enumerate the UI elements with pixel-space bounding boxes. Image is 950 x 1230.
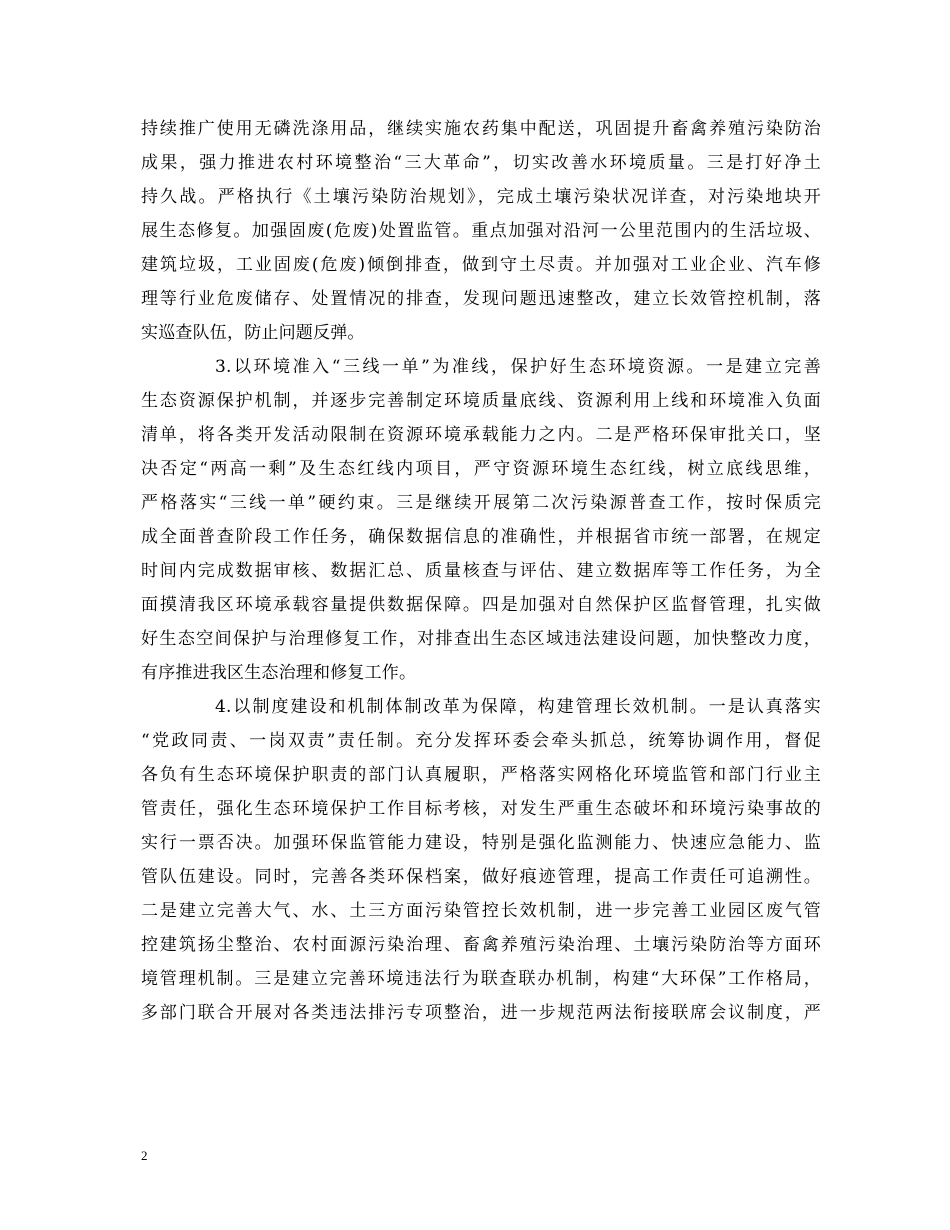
text-line: 境管理机制。三是建立完善环境违法行为联查联办机制，构建“大环保”工作格局， xyxy=(141,969,821,989)
text-line: 实巡查队伍，防止问题反弹。 xyxy=(141,323,365,343)
text-line: 面摸清我区环境承载容量提供数据保障。四是加强对自然保护区监督管理，扎实做 xyxy=(141,595,821,615)
text-line: 控建筑扬尘整治、农村面源污染治理、畜禽养殖污染治理、土壤污染防治等方面环 xyxy=(141,935,821,955)
text-line: 建筑垃圾，工业固废(危废)倾倒排查，做到守土尽责。并加强对工业企业、汽车修 xyxy=(141,255,821,275)
text-line: “党政同责、一岗双责”责任制。充分发挥环委会牵头抓总，统筹协调作用，督促 xyxy=(141,731,821,751)
text-line: 3.以环境准入“三线一单”为准线，保护好生态环境资源。一是建立完善 xyxy=(215,357,821,377)
text-line: 多部门联合开展对各类违法排污专项整治，进一步规范两法衔接联席会议制度，严 xyxy=(141,1003,821,1023)
text-line: 实行一票否决。加强环保监管能力建设，特别是强化监测能力、快速应急能力、监 xyxy=(141,833,821,853)
page-number: 2 xyxy=(141,1148,148,1163)
text-line: 二是建立完善大气、水、土三方面污染管控长效机制，进一步完善工业园区废气管 xyxy=(141,901,821,921)
body-text xyxy=(141,112,821,1030)
text-line: 清单，将各类开发活动限制在资源环境承载能力之内。二是严格环保审批关口，坚 xyxy=(141,425,821,445)
text-line: 生态资源保护机制，并逐步完善制定环境质量底线、资源利用上线和环境准入负面 xyxy=(141,391,821,411)
text-line: 持久战。严格执行《土壤污染防治规划》，完成土壤污染状况详查，对污染地块开 xyxy=(141,187,821,207)
text-line: 4.以制度建设和机制体制改革为保障，构建管理长效机制。一是认真落实 xyxy=(215,697,821,717)
text-line: 管责任，强化生态环境保护工作目标考核，对发生严重生态破坏和环境污染事故的 xyxy=(141,799,821,819)
text-line: 管队伍建设。同时，完善各类环保档案，做好痕迹管理，提高工作责任可追溯性。 xyxy=(141,867,821,887)
text-line: 有序推进我区生态治理和修复工作。 xyxy=(141,663,417,683)
text-line: 各负有生态环境保护职责的部门认真履职，严格落实网格化环境监管和部门行业主 xyxy=(141,765,821,785)
text-line: 展生态修复。加强固废(危废)处置监管。重点加强对沿河一公里范围内的生活垃圾、 xyxy=(141,221,821,241)
text-line: 理等行业危废储存、处置情况的排查，发现问题迅速整改，建立长效管控机制，落 xyxy=(141,289,821,309)
text-line: 成果，强力推进农村环境整治“三大革命”，切实改善水环境质量。三是打好净土 xyxy=(141,153,821,173)
text-line: 好生态空间保护与治理修复工作，对排查出生态区域违法建设问题，加快整改力度， xyxy=(141,629,821,649)
text-line: 持续推广使用无磷洗涤用品，继续实施农药集中配送，巩固提升畜禽养殖污染防治 xyxy=(141,119,821,139)
text-line: 严格落实“三线一单”硬约束。三是继续开展第二次污染源普查工作，按时保质完 xyxy=(141,493,821,513)
text-line: 决否定“两高一剩”及生态红线内项目，严守资源环境生态红线，树立底线思维， xyxy=(141,459,821,479)
text-line: 成全面普查阶段工作任务，确保数据信息的准确性，并根据省市统一部署，在规定 xyxy=(141,527,821,547)
text-line: 时间内完成数据审核、数据汇总、质量核查与评估、建立数据库等工作任务，为全 xyxy=(141,561,821,581)
